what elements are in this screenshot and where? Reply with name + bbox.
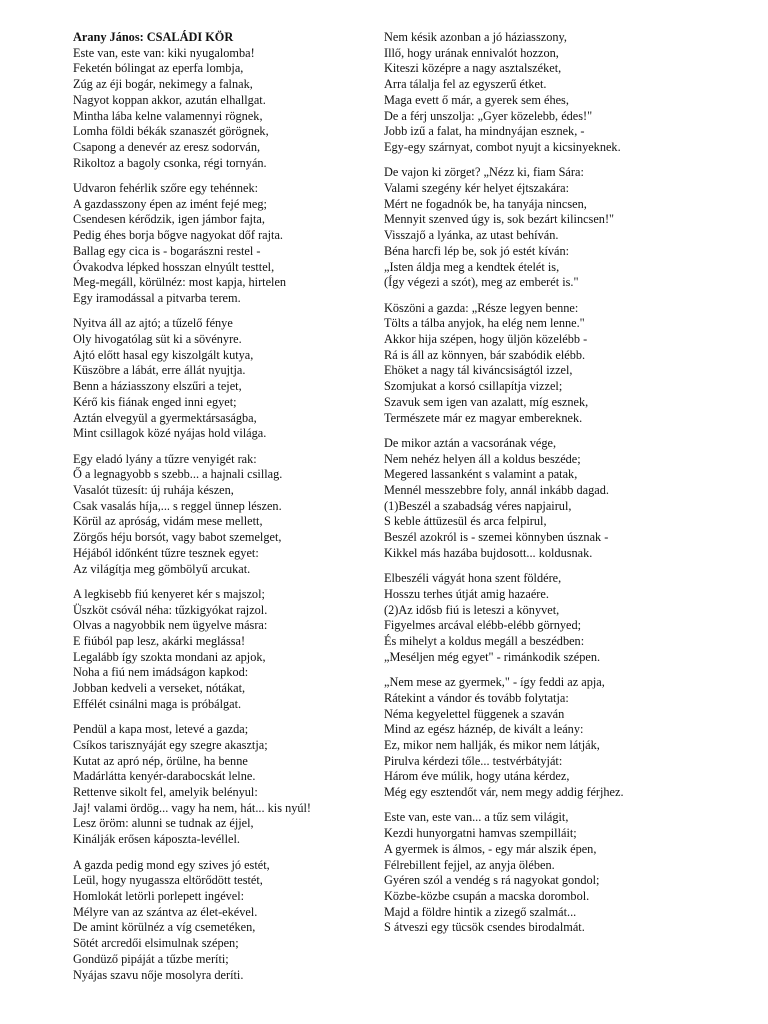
poem-line: Feketén bólingat az eperfa lombja, [73, 61, 244, 76]
poem-line: Köszöni a gazda: „Része legyen benne: [384, 300, 579, 315]
poem-line: Aztán elvegyül a gyermektársaságba, [73, 410, 257, 425]
poem-line: Szavuk sem igen van azalatt, míg esznek, [384, 394, 589, 409]
poem-line: Tölts a tálba anyjok, ha elég nem lenne." [384, 316, 585, 331]
poem-line: Legalább így szokta mondani az apjok, [73, 649, 266, 664]
stanza [384, 165, 684, 291]
poem-line: Küszöbre a lábát, erre állát nyujtja. [73, 363, 246, 378]
poem-line: Egy-egy szárnyat, combot nyujt a kicsinyeknek. [384, 139, 621, 154]
poem-line: Csapong a denevér az eresz sodorván, [73, 139, 261, 154]
poem-line: Sötét arcredői elsimulnak szépen; [73, 936, 239, 951]
poem-line: A gyermek is álmos, - egy már alszik épen, [384, 841, 597, 856]
poem-line: Beszél azokról is - szemei könnyben úsznak - [384, 530, 609, 545]
left-column [73, 30, 373, 993]
poem-line: Maga evett ő már, a gyerek sem éhes, [384, 92, 569, 107]
poem-line: Jaj! valami ördög... vagy ha nem, hát... kis nyúl! [73, 800, 312, 815]
poem-line: Akkor hija szépen, hogy üljön közelébb - [384, 332, 588, 347]
poem-line: Óvakodva lépked hosszan elnyúlt testtel, [73, 259, 275, 274]
poem-line: Egy iramodással a pitvarba terem. [73, 290, 241, 305]
poem-line: Majd a földre hintik a zizegő szalmát... [384, 904, 577, 919]
poem-line: Mind az egész háznép, de kivált a leány: [384, 722, 584, 737]
poem-line: Ő a legnagyobb s szebb... a hajnali csillag. [73, 467, 283, 482]
poem-line: Ballag egy cica is - bogarászni restel - [73, 243, 261, 258]
poem-line: És mihelyt a koldus megáll a beszédben: [384, 634, 585, 649]
poem-line: Lomha földi békák szanaszét görögnek, [73, 124, 269, 139]
poem-line: Béna harcfi lép be, sok jó estét kíván: [384, 243, 570, 258]
poem-line: Gondüző pipáját a tűzbe meríti; [73, 951, 229, 966]
poem-line: Csendesen kérődzik, igen jámbor fajta, [73, 212, 265, 227]
poem-line: Szomjukat a korsó csillapítja vizzel; [384, 379, 563, 394]
poem-line: Kérő kis fiának enged inni egyet; [73, 394, 237, 409]
poem-line: Homlokát letörli porlepett ingével: [73, 888, 245, 903]
stanza [384, 810, 684, 936]
poem-line: Illő, hogy urának ennivalót hozzon, [384, 45, 559, 60]
poem-line: Csíkos tarisznyáját egy szegre akasztja; [73, 737, 268, 752]
poem-line: Kinálják erősen káposzta-levéllel. [73, 832, 240, 847]
stanza [384, 30, 684, 156]
poem-line: Üszköt csóvál néha: tűzkigyókat rajzol. [73, 602, 268, 617]
poem-line: „Isten áldja meg a kendtek ételét is, [384, 259, 560, 274]
poem-line: Egy eladó lyány a tűzre venyigét rak: [73, 451, 257, 466]
poem-line: Jobban kedveli a verseket, nótákat, [73, 681, 246, 696]
poem-line: Visszajő a lyánka, az utast behíván. [384, 228, 559, 243]
poem-line: Noha a fiú nem imádságon kapkod: [73, 665, 249, 680]
poem-line: Rettenve sikolt fel, amelyik belényul: [73, 785, 258, 800]
poem-line: Kezdi hunyorgatni hamvas szempilláit; [384, 826, 577, 841]
poem-line: Megered lassanként s valamint a patak, [384, 467, 578, 482]
poem-line: Mennél messzebbre foly, annál inkább dagad. [384, 483, 609, 498]
stanza [384, 436, 684, 562]
poem-line: Este van, este van: kiki nyugalomba! [73, 45, 255, 60]
poem-line: Az világítja meg gömbölyű arcukat. [73, 561, 251, 576]
stanza [73, 858, 373, 984]
stanza [73, 452, 373, 578]
poem-line: Pendül a kapa most, letevé a gazda; [73, 722, 249, 737]
poem-line: Nyitva áll az ajtó; a tűzelő fénye [73, 316, 233, 331]
poem-line: Ajtó előtt hasal egy kiszolgált kutya, [73, 347, 254, 362]
poem-line: A legkisebb fiú kenyeret kér s majszol; [73, 586, 265, 601]
poem-line: Leül, hogy nyugassza eltörődött testét, [73, 873, 263, 888]
poem-line: Elbeszéli vágyát hona szent földére, [384, 571, 562, 586]
poem-line: Pedig éhes borja bőgve nagyokat dőf rajta. [73, 228, 284, 243]
poem-line: Valami szegény kér helyet éjtszakára: [384, 181, 570, 196]
poem-title: CSALÁDI KÖR [146, 30, 234, 44]
poem-line: Jobb izű a falat, ha mindnyájan esznek, - [384, 124, 585, 139]
poem-line: Csak vasalás híja,... s reggel ünnep lészen. [73, 498, 282, 513]
poem-line: (Így végezi a szót), meg az emberét is." [384, 275, 579, 290]
stanza [73, 181, 373, 307]
stanza [73, 722, 373, 848]
stanza [384, 675, 684, 801]
poem-line: Gyéren szól a vendég s rá nagyokat gondol; [384, 873, 600, 888]
poem-line: Figyelmes arcával elébb-elébb görnyed; [384, 618, 582, 633]
stanza [384, 571, 684, 665]
poem-line: Héjából időnként tűzre tesznek egyet: [73, 545, 259, 560]
stanza [73, 587, 373, 713]
poem-line: Rikoltoz a bagoly csonka, régi tornyán. [73, 155, 267, 170]
poem-line: De a férj unszolja: „Gyer közelebb, édes!" [384, 108, 593, 123]
poem-line: Nyájas szavu nője mosolyra deríti. [73, 967, 244, 982]
poem-line: De amint körülnéz a víg csemetéken, [73, 920, 256, 935]
poem-line: Kiteszi középre a nagy asztalszéket, [384, 61, 562, 76]
poem-line: Hosszu terhes útját amig hazaére. [384, 586, 549, 601]
poem-line: Három éve múlik, hogy utána kérdez, [384, 769, 570, 784]
poem-line: S keble áttüzesül és arca felpirul, [384, 514, 547, 529]
poem-line: Effélét csinálni maga is próbálgat. [73, 696, 242, 711]
poem-line: „Nem mese az gyermek," - így feddi az apja, [384, 675, 605, 690]
poem-line: Zúg az éji bogár, nekimegy a falnak, [73, 77, 253, 92]
poem-line: Ez, mikor nem hallják, és mikor nem látják, [384, 737, 600, 752]
poem-line: Olvas a nagyobbik nem ügyelve másra: [73, 618, 268, 633]
poem-line: Rátekint a vándor és tovább folytatja: [384, 690, 569, 705]
stanza [73, 30, 373, 171]
poem-line: Természete már ez magyar embereknek. [384, 410, 583, 425]
poem-line: Benn a háziasszony elszűri a tejet, [73, 379, 242, 394]
poem-line: Madárlátta kenyér-darabocskát lelne. [73, 769, 256, 784]
poem-line: „Meséljen még egyet" - rimánkodik szépen. [384, 649, 601, 664]
poem-line: Arra tálalja fel az egyszerű étket. [384, 77, 547, 92]
poem-line: Félrebillent fejjel, az anyja ölében. [384, 857, 555, 872]
poem-line: Közbe-közbe csupán a macska dorombol. [384, 888, 590, 903]
poem-line: Mint csillagok közé nyájas hold világa. [73, 426, 267, 441]
stanza [384, 301, 684, 427]
poem-line: De mikor aztán a vacsorának vége, [384, 435, 557, 450]
poem-line: Nem késik azonban a jó háziasszony, [384, 30, 567, 44]
poem-line: De vajon ki zörget? „Nézz ki, fiam Sára: [384, 165, 584, 180]
poem-line: Oly hivogatólag süt ki a sövényre. [73, 332, 242, 347]
poem-line: Lesz öröm: alunni se tudnak az éjjel, [73, 816, 254, 831]
poem-line: Mélyre van az szántva az élet-ekével. [73, 904, 258, 919]
poem-line: A gazdasszony épen az imént fejé meg; [73, 196, 267, 211]
poem-line: Vasalót tüzesít: új ruhája készen, [73, 483, 234, 498]
poem-line: Mintha lába kelne valamennyi rögnek, [73, 108, 263, 123]
stanza [73, 316, 373, 442]
poem-line: Udvaron fehérlik szőre egy tehénnek: [73, 181, 259, 196]
poem-line: Kikkel más hazába bujdosott... koldusnak. [384, 545, 593, 560]
poem-line: Este van, este van... a tűz sem világit, [384, 810, 569, 825]
poem-author: Arany János: [73, 30, 144, 44]
poem-line: Körül az apróság, vidám mese mellett, [73, 514, 263, 529]
poem-line: E fiúból pap lesz, akárki meglássa! [73, 634, 246, 649]
poem-line: Nem nehéz helyen áll a koldus beszéde; [384, 451, 581, 466]
poem-line: (2)Az idősb fiú is leteszi a könyvet, [384, 602, 560, 617]
poem-line: Zörgős héju borsót, vagy babot szemelget, [73, 530, 282, 545]
poem-line: Mért ne fogadnók be, ha tanyája nincsen, [384, 196, 587, 211]
poem-line: Meg-megáll, körülnéz: most kapja, hirtelen [73, 275, 287, 290]
poem-line: Pirulva kérdezi tőle... testvérbátyját: [384, 753, 563, 768]
right-column [384, 30, 684, 946]
poem-line: Ehöket a nagy tál kiváncsiságtól izzel, [384, 363, 573, 378]
poem-line: S átveszi egy tücsök csendes birodalmát. [384, 920, 585, 935]
poem-line: Mennyit szenved úgy is, sok bezárt kilincsen!" [384, 212, 615, 227]
poem-line: Kutat az apró nép, örülne, ha benne [73, 753, 248, 768]
poem-line: Nagyot koppan akkor, azután elhallgat. [73, 92, 266, 107]
poem-line: Még egy esztendőt vár, nem megy addig férjhez. [384, 785, 624, 800]
poem-line: A gazda pedig mond egy szives jó estét, [73, 857, 270, 872]
poem-line: Rá is áll az könnyen, bár szabódik elébb. [384, 347, 586, 362]
poem-line: (1)Beszél a szabadság véres napjairul, [384, 498, 572, 513]
title-line [73, 30, 373, 46]
poem-line: Néma kegyelettel függenek a szaván [384, 706, 565, 721]
